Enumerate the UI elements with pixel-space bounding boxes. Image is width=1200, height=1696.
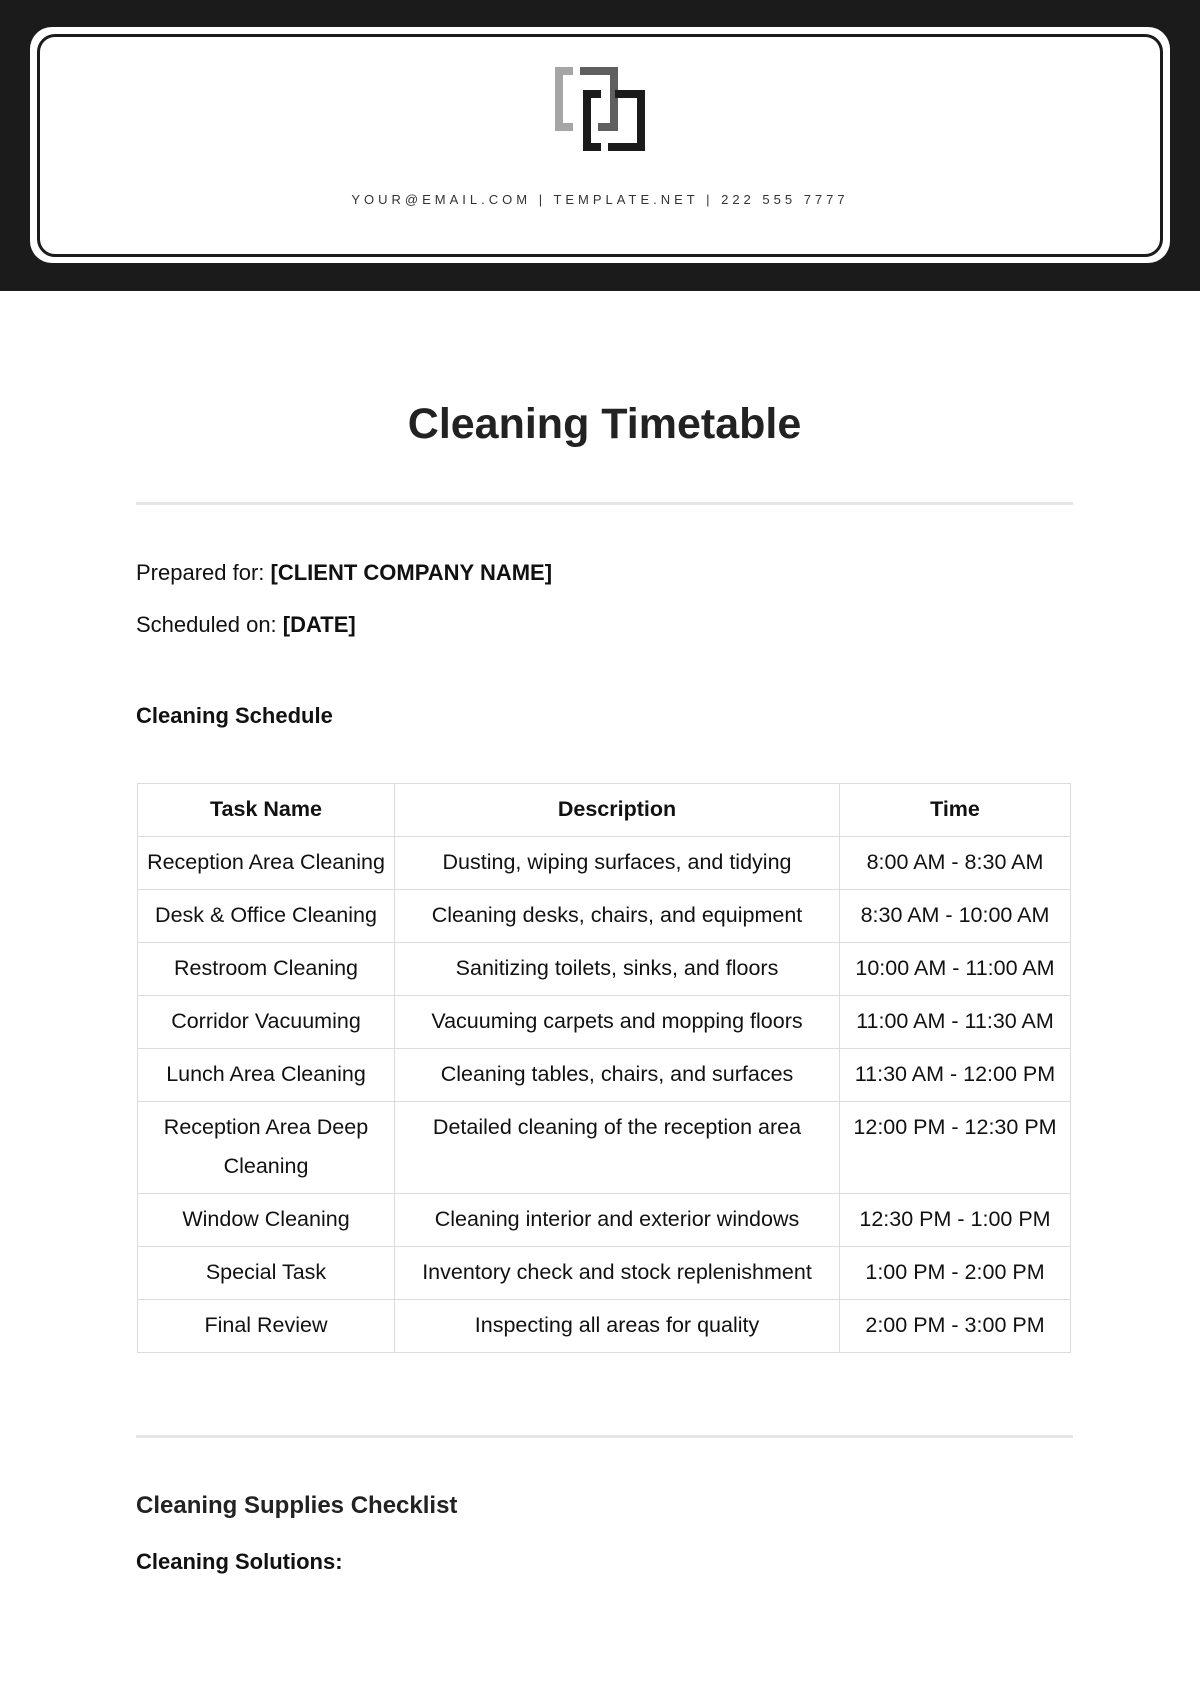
description-cell: Inspecting all areas for quality — [395, 1300, 840, 1353]
time-cell: 11:00 AM - 11:30 AM — [840, 996, 1071, 1049]
task-name-cell: Final Review — [138, 1300, 395, 1353]
prepared-for-label: Prepared for: — [136, 560, 265, 585]
logo-icon — [555, 67, 647, 153]
time-cell: 12:00 PM - 12:30 PM — [840, 1102, 1071, 1194]
time-cell: 10:00 AM - 11:00 AM — [840, 943, 1071, 996]
task-name-cell: Window Cleaning — [138, 1194, 395, 1247]
time-cell: 8:00 AM - 8:30 AM — [840, 837, 1071, 890]
page-title: Cleaning Timetable — [407, 400, 802, 448]
description-cell: Dusting, wiping surfaces, and tidying — [395, 837, 840, 890]
prepared-for — [136, 560, 552, 586]
table-row — [138, 996, 1071, 1049]
task-name-cell: Reception Area Deep Cleaning — [138, 1102, 395, 1194]
supplies-subheading: Cleaning Solutions: — [136, 1549, 343, 1574]
task-name-cell: Corridor Vacuuming — [138, 996, 395, 1049]
table-row — [138, 1247, 1071, 1300]
time-cell: 1:00 PM - 2:00 PM — [840, 1247, 1071, 1300]
description-cell: Cleaning desks, chairs, and equipment — [395, 890, 840, 943]
scheduled-on-label: Scheduled on: — [136, 612, 277, 637]
column-header: Task Name — [138, 784, 395, 837]
schedule-table — [137, 783, 1071, 1353]
table-row — [138, 837, 1071, 890]
time-cell: 8:30 AM - 10:00 AM — [840, 890, 1071, 943]
contact-info: YOUR@EMAIL.COM | TEMPLATE.NET | 222 555 7777 — [351, 192, 849, 207]
table-row — [138, 1049, 1071, 1102]
time-cell: 2:00 PM - 3:00 PM — [840, 1300, 1071, 1353]
description-cell: Cleaning tables, chairs, and surfaces — [395, 1049, 840, 1102]
prepared-for-value: [CLIENT COMPANY NAME] — [270, 560, 553, 585]
table-row — [138, 943, 1071, 996]
table-header-row — [138, 784, 1071, 837]
description-cell: Sanitizing toilets, sinks, and floors — [395, 943, 840, 996]
table-row — [138, 1102, 1071, 1194]
supplies-heading: Cleaning Supplies Checklist — [136, 1492, 458, 1519]
table-row — [138, 1194, 1071, 1247]
schedule-heading: Cleaning Schedule — [136, 703, 333, 728]
task-name-cell: Lunch Area Cleaning — [138, 1049, 395, 1102]
time-cell: 11:30 AM - 12:00 PM — [840, 1049, 1071, 1102]
divider — [136, 502, 1073, 505]
scheduled-on-value: [DATE] — [282, 612, 356, 637]
description-cell: Cleaning interior and exterior windows — [395, 1194, 840, 1247]
description-cell: Detailed cleaning of the reception area — [395, 1102, 840, 1194]
task-name-cell: Special Task — [138, 1247, 395, 1300]
column-header: Description — [395, 784, 840, 837]
scheduled-on — [136, 612, 356, 638]
divider — [136, 1435, 1073, 1438]
column-header: Time — [840, 784, 1071, 837]
description-cell: Vacuuming carpets and mopping floors — [395, 996, 840, 1049]
header-banner — [0, 0, 1200, 291]
task-name-cell: Reception Area Cleaning — [138, 837, 395, 890]
task-name-cell: Restroom Cleaning — [138, 943, 395, 996]
table-row — [138, 1300, 1071, 1353]
description-cell: Inventory check and stock replenishment — [395, 1247, 840, 1300]
task-name-cell: Desk & Office Cleaning — [138, 890, 395, 943]
table-row — [138, 890, 1071, 943]
time-cell: 12:30 PM - 1:00 PM — [840, 1194, 1071, 1247]
